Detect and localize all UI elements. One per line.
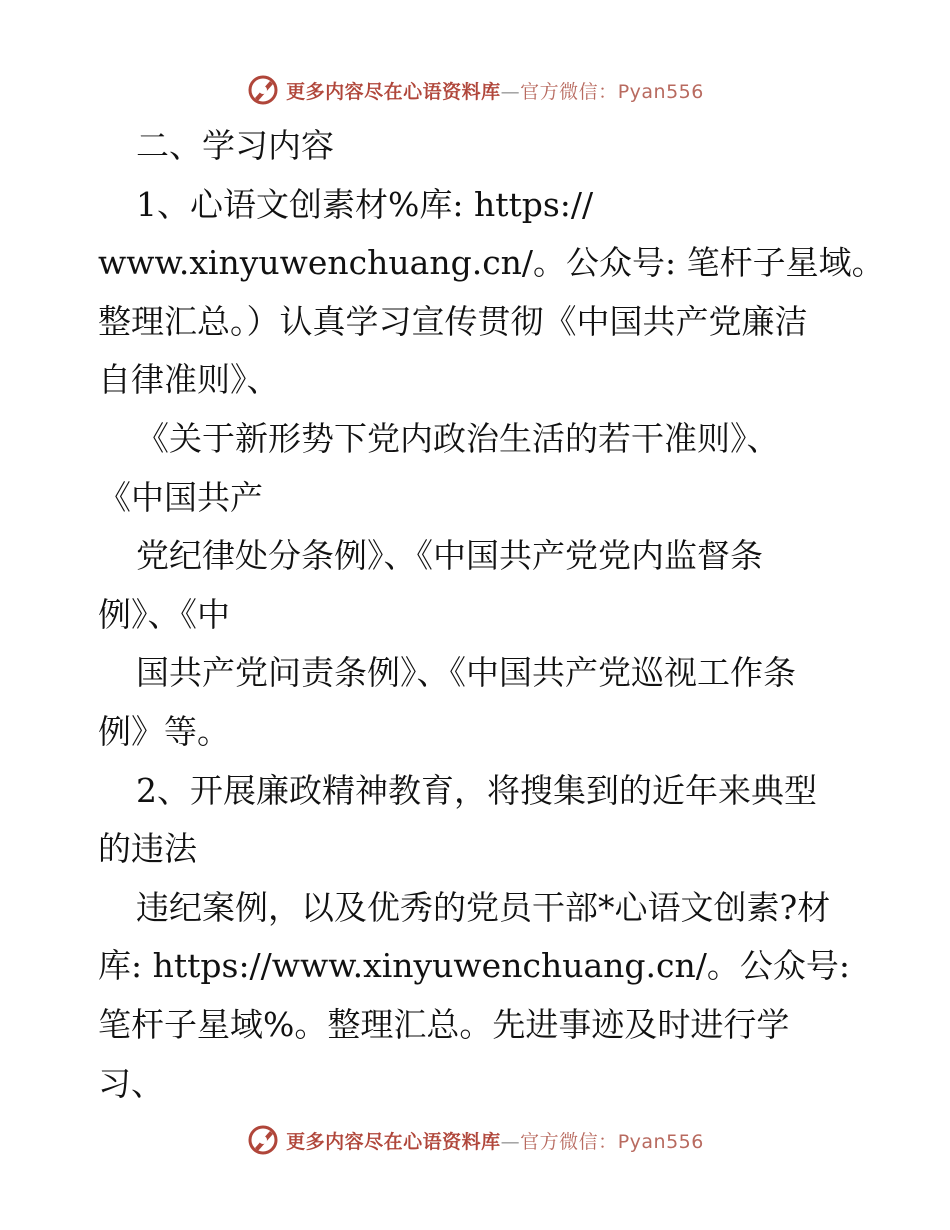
watermark-text: 更多内容尽在心语资料库—官方微信：Pyan556 xyxy=(286,80,704,103)
text-line: 《中国共产 xyxy=(98,477,263,517)
document-body xyxy=(98,117,885,1113)
text-line: 例》、《中 xyxy=(98,594,230,634)
text-line: 的违法 xyxy=(98,829,197,869)
pen-logo-icon xyxy=(246,73,280,107)
text-line: 党纪律处分条例》、《中国共产党党内监督条 xyxy=(136,536,763,576)
text-line: 1、心语文创素材%库: https:// xyxy=(136,184,594,224)
header-watermark xyxy=(0,70,950,110)
text-line: 自律准则》、 xyxy=(98,360,280,400)
text-line: 违纪案例，以及优秀的党员干部*心语文创素?材 xyxy=(136,887,831,927)
text-line: 笔杆子星域%。整理汇总。先进事迹及时进行学 xyxy=(98,1004,790,1044)
pen-logo-icon xyxy=(246,1123,280,1157)
text-line: 《关于新形势下党内政治生活的若干准则》、 xyxy=(136,418,780,458)
text-line: 习、 xyxy=(98,1063,164,1103)
text-line: 整理汇总。）认真学习宣传贯彻《中国共产党廉洁 xyxy=(98,301,808,341)
text-line: www.xinyuwenchuang.cn/。公众号: 笔杆子星域。 xyxy=(98,243,885,283)
watermark-text: 更多内容尽在心语资料库—官方微信：Pyan556 xyxy=(286,1130,704,1153)
text-line: 例》等。 xyxy=(98,711,230,751)
text-line: 二、学习内容 xyxy=(136,126,334,165)
text-line: 库: https://www.xinyuwenchuang.cn/。公众号: xyxy=(98,946,850,986)
footer-watermark xyxy=(0,1120,950,1160)
text-line: 国共产党问责条例》、《中国共产党巡视工作条 xyxy=(136,653,796,693)
text-line: 2、开展廉政精神教育，将搜集到的近年来典型 xyxy=(136,770,817,810)
